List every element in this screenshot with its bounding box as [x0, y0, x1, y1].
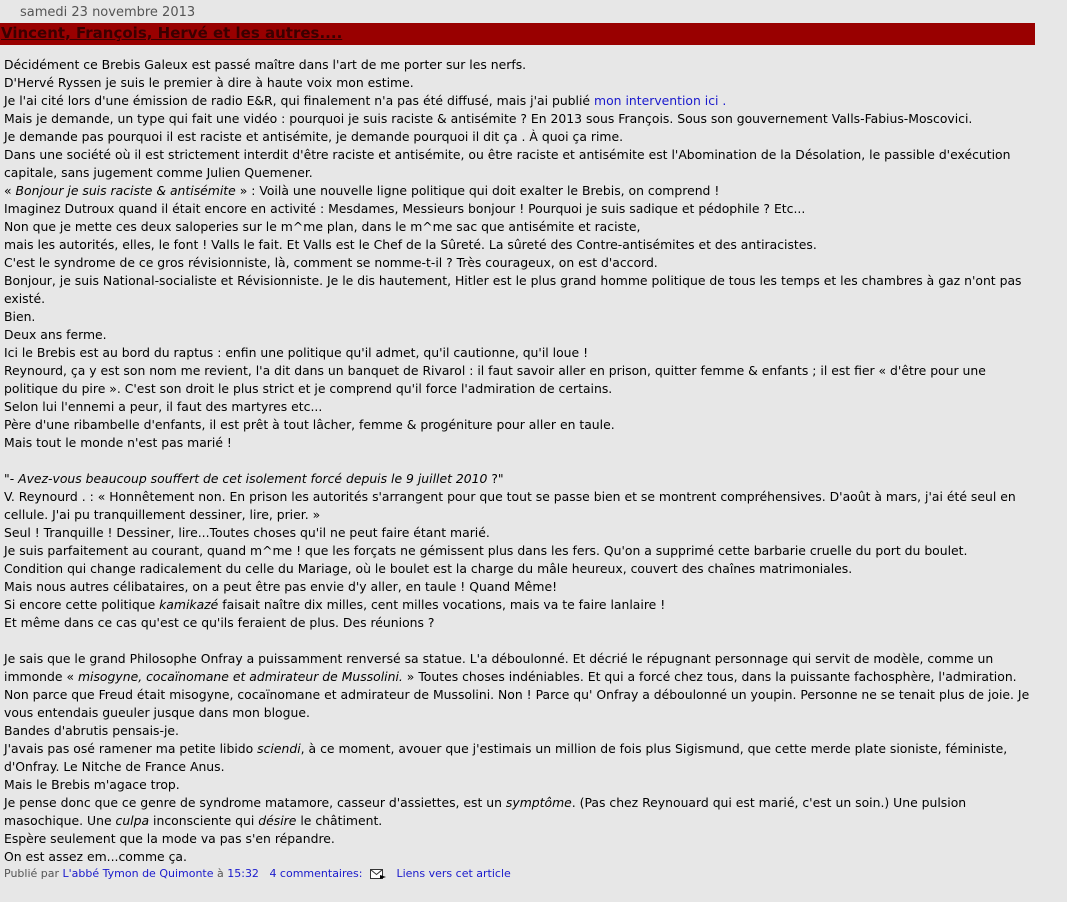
text: . (Pas chez Reynouard qui est marié, c'est un soin.) Une pulsion masochique. Une — [4, 795, 967, 828]
text: Si encore cette politique — [4, 597, 160, 612]
paragraph: Bandes d'abrutis pensais-je. — [4, 723, 179, 738]
text: ?" — [487, 471, 504, 486]
italic-text: Bonjour je suis raciste & antisémite — [15, 183, 236, 198]
text: Je sais que le grand Philosophe Onfray a puissamment renversé sa statue. L'a déboulonné. Et décrié le répugnant personnage qui servit de modèle, comme un immonde « — [4, 651, 994, 684]
intervention-link[interactable]: mon intervention ici . — [594, 93, 727, 108]
paragraph: Seul ! Tranquille ! Dessiner, lire...Toutes choses qu'il ne peut faire étant marié. — [4, 525, 490, 540]
italic-text: symptôme — [505, 795, 572, 810]
text: Je pense donc que ce genre de syndrome matamore, casseur d'assiettes, est un — [4, 795, 506, 810]
paragraph: Je suis parfaitement au courant, quand m^me ! que les forçats ne gémissent plus dans les fers. Qu'on a supprimé cette barbarie cruelle du port du boulet. — [4, 543, 968, 558]
author-link[interactable]: L'abbé Tymon de Quimonte — [62, 867, 214, 880]
text: "- — [4, 471, 19, 486]
italic-text: culpa — [115, 813, 150, 828]
paragraph: Mais je demande, un type qui fait une vidéo : pourquoi je suis raciste & antisémite ? En 2013 sous François. Sous son gouvernement Valls-Fabius-Moscovici. — [4, 111, 973, 126]
paragraph: Bien. — [4, 309, 36, 324]
posted-by-label: Publié par — [4, 867, 63, 880]
paragraph — [4, 650, 1034, 722]
paragraph — [4, 596, 1034, 614]
paragraph: D'Hervé Ryssen je suis le premier à dire à haute voix mon estime. — [4, 75, 414, 90]
at-label: à — [213, 867, 228, 880]
paragraph: Espère seulement que la mode va pas s'en répandre. — [4, 831, 335, 846]
paragraph — [4, 182, 1034, 200]
paragraph: C'est le syndrome de ce gros révisionniste, là, comment se nomme-t-il ? Très courageux, on est d'accord. — [4, 255, 658, 270]
text: » Toutes choses indéniables. Et qui a forcé chez tous, dans la puissante fachosphère, l'admiration. Non parce que Freud était misogyne, cocaïnomane et admirateur de Mussolini. Non ! Parce qu' Onfray a déboulonné un youpin. Personne ne se tenait plus de joie. Je vous entendais gueuler jusque dans mon blogue. — [4, 669, 1030, 720]
paragraph — [4, 470, 1034, 488]
paragraph: Condition qui change radicalement du celle du Mariage, où le boulet est la charge du mâle heureux, couvert des chaînes matrimoniales. — [4, 561, 853, 576]
paragraph: V. Reynourd . : « Honnêtement non. En prison les autorités s'arrangent pour que tout se passe bien et se montrent compréhensives. D'août à mars, j'ai été seul en cellule. J'ai pu tranquillement dessiner, lire, prier. » — [4, 489, 1016, 522]
text: J'avais pas osé ramener ma petite libido — [4, 741, 258, 756]
text: faisait naître dix milles, cent milles vocations, mais va te faire lanlaire ! — [218, 597, 666, 612]
paragraph — [4, 794, 1034, 830]
italic-text: Avez-vous beaucoup souffert de cet isolement forcé depuis le 9 juillet 2010 — [18, 471, 488, 486]
paragraph: Imaginez Dutroux quand il était encore en activité : Mesdames, Messieurs bonjour ! Pourquoi je suis sadique et pédophile ? Etc... — [4, 201, 806, 216]
post-title-bar — [0, 23, 1035, 45]
paragraph: Mais tout le monde n'est pas marié ! — [4, 435, 232, 450]
paragraph: Bonjour, je suis National-socialiste et Révisionniste. Je le dis hautement, Hitler est le plus grand homme politique de tous les temps et les chambres à gaz n'ont pas existé. — [4, 273, 1022, 306]
spacer — [4, 632, 1034, 650]
email-post-icon[interactable] — [370, 869, 387, 880]
paragraph: Non que je mette ces deux saloperies sur le m^me plan, dans le m^me sac que antisémite et raciste, — [4, 219, 641, 234]
italic-text: misogyne, cocaïnomane et admirateur de Mussolini. — [77, 669, 403, 684]
text: « — [4, 183, 16, 198]
italic-text: sciendi — [257, 741, 301, 756]
text: le châtiment. — [296, 813, 383, 828]
paragraph: Selon lui l'ennemi a peur, il faut des martyres etc... — [4, 399, 323, 414]
paragraph: Ici le Brebis est au bord du raptus : enfin une politique qu'il admet, qu'il cautionne, qu'il loue ! — [4, 345, 589, 360]
paragraph: Mais le Brebis m'agace trop. — [4, 777, 180, 792]
text: inconsciente qui — [149, 813, 259, 828]
paragraph — [4, 740, 1034, 776]
text: Je l'ai cité lors d'une émission de radio E&R, qui finalement n'a pas été diffusé, mais j'ai publié — [4, 93, 594, 108]
text: , à ce moment, avouer que j'estimais un million de fois plus Sigismund, que cette merde plate sioniste, féministe, d'Onfray. Le Nitche de France Anus. — [4, 741, 1008, 774]
post-footer — [4, 867, 511, 880]
paragraph: Père d'une ribambelle d'enfants, il est prêt à tout lâcher, femme & progéniture pour aller en taule. — [4, 417, 615, 432]
paragraph: Je demande pas pourquoi il est raciste et antisémite, je demande pourquoi il dit ça . À quoi ça rime. — [4, 129, 624, 144]
spacer — [4, 452, 1034, 470]
paragraph: Reynourd, ça y est son nom me revient, l'a dit dans un banquet de Rivarol : il faut savoir aller en prison, quitter femme & enfants ; il est fier « d'être pour une politique du pire ». C'est son droit le plus strict et je comprend qu'il force l'admiration de certains. — [4, 363, 986, 396]
text: » : Voilà une nouvelle ligne politique qui doit exalter le Brebis, on comprend ! — [235, 183, 720, 198]
backlinks-link[interactable]: Liens vers cet article — [396, 867, 511, 880]
comments-link[interactable]: 4 commentaires: — [269, 867, 363, 880]
post-date: samedi 23 novembre 2013 — [20, 5, 196, 20]
paragraph: Décidément ce Brebis Galeux est passé maître dans l'art de me porter sur les nerfs. — [4, 57, 527, 72]
italic-text: désire — [258, 813, 297, 828]
paragraph — [4, 92, 1034, 110]
paragraph: mais les autorités, elles, le font ! Valls le fait. Et Valls est le Chef de la Sûreté. La sûreté des Contre-antisémites et des antiracistes. — [4, 237, 817, 252]
paragraph: Deux ans ferme. — [4, 327, 107, 342]
paragraph: Mais nous autres célibataires, on a peut être pas envie d'y aller, en taule ! Quand Même! — [4, 579, 558, 594]
post-body — [4, 56, 1034, 866]
paragraph: Et même dans ce cas qu'est ce qu'ils feraient de plus. Des réunions ? — [4, 615, 435, 630]
paragraph: On est assez em...comme ça. — [4, 849, 187, 864]
post-title[interactable]: Vincent, François, Hervé et les autres.... — [1, 24, 343, 42]
post-time-link[interactable]: 15:32 — [227, 867, 259, 880]
paragraph: Dans une société où il est strictement interdit d'être raciste et antisémite, ou être raciste et antisémite est l'Abomination de la Désolation, le passible d'exécution capitale, sans jugement comme Julien Quemener. — [4, 147, 1011, 180]
italic-text: kamikazé — [159, 597, 219, 612]
